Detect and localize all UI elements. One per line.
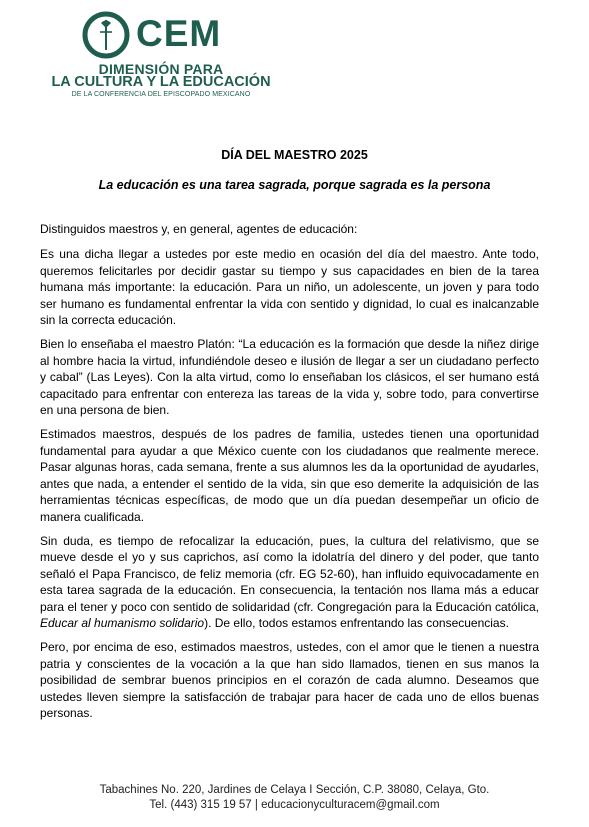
document-subtitle: La educación es una tarea sagrada, porque sagrada es la persona [98,178,491,192]
paragraph-4-part-a: Sin duda, es tiempo de refocalizar la educación, pues, la cultura del relativismo, que se mueve desde el yo y sus caprichos, así como la idolatría del dinero y del poder, que tanto señaló el Papa Francisco, de feliz memoria (cfr. EG 52-60), han influido equivocadamente en esta tarea sagrada de la educación. En consecuencia, la tentación nos llama más a educar para el tener y poco con sentido de solidaridad (cfr. Congregación para la Educación católica, [40,533,539,614]
paragraph-1: Es una dicha llegar a ustedes por este medio en ocasión del día del maestro. Ante todo, queremos felicitarles por decidir gastar su tiempo y sus capacidades en bien de la tarea humana más importante: la educación. Para un niño, un adolescente, un joven y para todo ser humano es fundamental enfrentar la vida con sentido y dignidad, lo cual es inalcanzable sin la correcta educación. [40,247,539,328]
paragraph-4-italic: Educar al humanismo solidario [40,615,205,630]
footer-address: Tabachines No. 220, Jardines de Celaya I Sección, C.P. 38080, Celaya, Gto. [99,784,490,796]
logo-wordmark: CEM [136,13,222,54]
document-title: DÍA DEL MAESTRO 2025 [221,148,368,162]
logo-line-2: LA CULTURA Y LA EDUCACIÓN [51,74,271,90]
paragraph-4 [40,533,539,631]
cem-emblem-icon [82,8,136,62]
greeting-paragraph: Distinguidos maestros y, en general, agentes de educación: [40,222,358,236]
paragraph-5: Pero, por encima de eso, estimados maestros, ustedes, con el amor que le tienen a nuestra patria y conscientes de la vocación a la que han sido llamados, tienen en sus manos la posibilidad de sembrar buenos principios en el corazón de cada alumno. Deseamos que ustedes lleven siempre la satisfacción de trabajar para hacer de cada uno de ellos buenas personas. [40,640,539,720]
paragraph-2: Bien lo enseñaba el maestro Platón: “La educación es la formación que desde la niñez dirige al hombre hacia la virtud, infundiéndole deseo e ilusión de llegar a ser un ciudadano perfecto y cabal” (Las Leyes). Con la alta virtud, como lo enseñaban los clásicos, el ser humano está capacitado para enfrentar con entereza las tareas de la vida y, sobre todo, para convertirse en una persona de bien. [40,337,539,418]
paragraph-4-part-b: ). De ello, todos estamos enfrentando las consecuencias. [204,615,509,630]
logo-line-3: DE LA CONFERENCIA DEL EPISCOPADO MEXICANO [71,91,251,98]
footer [0,783,589,813]
document-body [40,221,539,729]
logo-line-1: DIMENSIÓN PARA [98,61,224,77]
cem-logo [46,8,276,100]
paragraph-3: Estimados maestros, después de los padres de familia, ustedes tienen una oportunidad fundamental para ayudar a que México cuente con los ciudadanos que realmente merece. Pasar algunas horas, cada semana, frente a sus alumnos les da la oportunidad de ayudarles, antes que nada, a entender el sentido de la vida, sin que eso demerite la adquisición de las herramientas técnicas específicas, de modo que un día puedan desempeñar un oficio de manera cualificada. [40,427,539,524]
footer-contact: Tel. (443) 315 19 57 | educacionyculturacem@gmail.com [149,799,440,811]
